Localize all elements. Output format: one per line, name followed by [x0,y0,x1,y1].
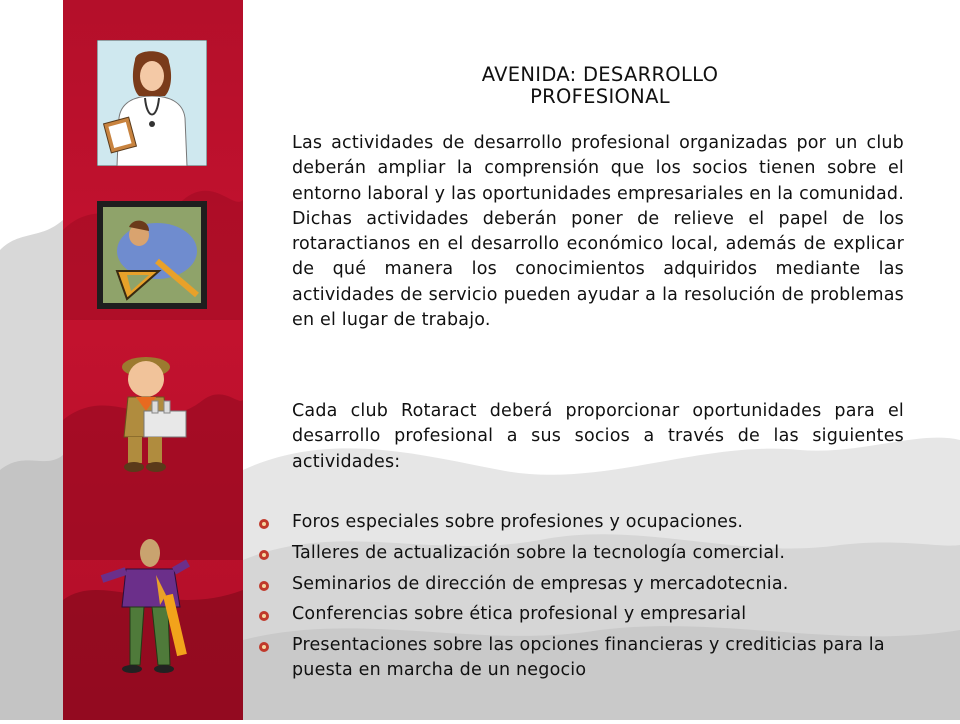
flower-bullet-icon [258,580,270,592]
list-item-text: Talleres de actualización sobre la tecnología comercial. [292,542,786,563]
list-item [258,602,908,627]
activities-list [258,510,908,689]
list-item [258,572,908,597]
list-item-text: Seminarios de dirección de empresas y mercadotecnia. [292,573,789,594]
flower-bullet-icon [258,549,270,561]
flower-bullet-icon [258,518,270,530]
list-item-text: Foros especiales sobre profesiones y ocupaciones. [292,512,744,532]
flower-bullet-icon [258,610,270,622]
list-item-text: Conferencias sobre ética profesional y empresarial [292,604,747,625]
draftsman-clipart-icon [97,201,207,309]
list-item [258,541,908,566]
flower-bullet-icon [258,641,270,653]
doctor-clipart-icon [97,40,207,166]
list-item [258,510,908,535]
list-item [258,633,908,684]
paragraph-activities: Cada club Rotaract deberá proporcionar oportunidades para el desarrollo profesional a sus socios a través de las siguientes actividades: [292,401,904,472]
paragraph-intro: Las actividades de desarrollo profesional organizadas por un club deberán ampliar la comprensión que los socios tienen sobre el entorno laboral y las oportunidades empresariales en la comunidad. Dichas actividades deberán poner de relieve el papel de los rotaractianos en el desarrollo económico local, además de explicar de qué manera los conocimientos adquiridos mediante las actividades de servicio pueden ayudar a la resolución de problemas en el lugar de trabajo. [292,133,904,331]
businessman-clipart-icon [96,535,192,675]
scout-clipart-icon [108,345,192,475]
slide-title: AVENIDA: DESARROLLO PROFESIONAL [481,63,719,108]
list-item-text: Presentaciones sobre las opciones financieras y crediticias para la puesta en marcha de un negocio [292,635,885,681]
